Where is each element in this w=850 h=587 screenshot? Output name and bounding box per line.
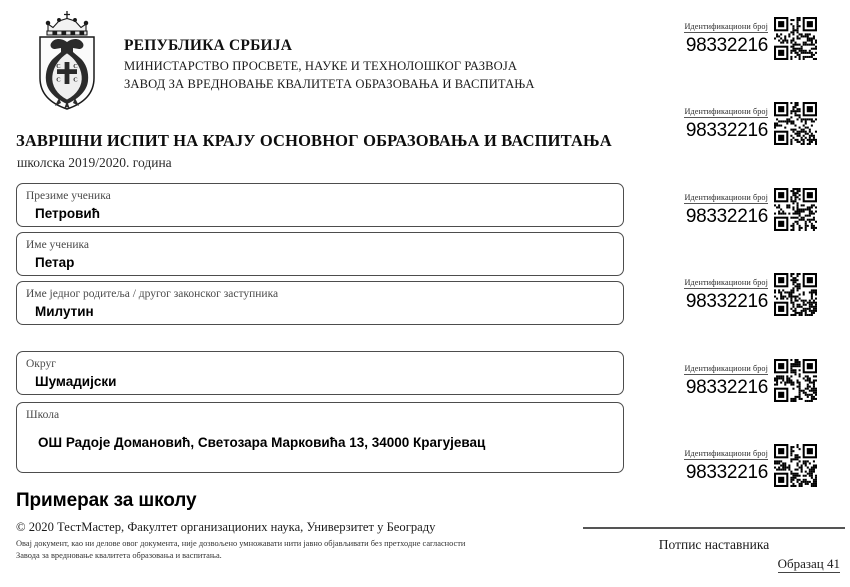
field-label: Школа bbox=[26, 409, 60, 421]
field-label: Име ученика bbox=[26, 239, 90, 251]
masthead bbox=[14, 8, 634, 112]
svg-text:C: C bbox=[56, 76, 61, 84]
identification-number: 98332216 bbox=[685, 206, 768, 227]
identification-label: Идентификациони број bbox=[684, 278, 768, 287]
identification-number: 98332216 bbox=[685, 291, 768, 312]
identification-text bbox=[652, 101, 774, 141]
org-ministry: МИНИСТАРСТВО ПРОСВЕТЕ, НАУКЕ И ТЕХНОЛОШКОГ РАЗВОЈА bbox=[124, 58, 518, 73]
field-value: ОШ Радоје Домановић, Светозара Марковића 13, 34000 Крагујевац bbox=[38, 435, 486, 451]
identification-text bbox=[652, 272, 774, 312]
page-title: ЗАВРШНИ ИСПИТ НА КРАЈУ ОСНОВНОГ ОБРАЗОВАЊА И ВАСПИТАЊА bbox=[16, 131, 612, 150]
form-number-text: Образац 41 bbox=[777, 556, 840, 571]
identification-label: Идентификациони број bbox=[684, 22, 768, 31]
identification-number: 98332216 bbox=[685, 120, 768, 141]
field-district[interactable] bbox=[16, 351, 624, 395]
serbian-coat-of-arms-icon bbox=[28, 8, 106, 112]
form-number bbox=[583, 556, 845, 572]
field-school[interactable] bbox=[16, 402, 624, 473]
identification-number: 98332216 bbox=[685, 377, 768, 398]
qr-code-icon bbox=[774, 188, 817, 231]
field-student-name[interactable] bbox=[16, 232, 624, 276]
signature-label: Потпис наставника bbox=[658, 537, 770, 552]
identification-label: Идентификациони број bbox=[684, 107, 768, 116]
identification-block bbox=[652, 272, 848, 316]
copy-designation: Примерак за школу bbox=[16, 490, 197, 511]
identification-text bbox=[652, 187, 774, 227]
signature-line bbox=[583, 527, 845, 529]
qr-code-icon bbox=[774, 359, 817, 402]
identification-block bbox=[652, 358, 848, 402]
identification-text bbox=[652, 358, 774, 398]
svg-text:C: C bbox=[73, 76, 78, 84]
identification-label: Идентификациони број bbox=[684, 364, 768, 373]
identification-block bbox=[652, 101, 848, 145]
field-parent-name[interactable] bbox=[16, 281, 624, 325]
identification-text bbox=[652, 443, 774, 483]
identification-column bbox=[640, 0, 850, 587]
field-value: Петар bbox=[35, 255, 75, 271]
qr-code-icon bbox=[774, 273, 817, 316]
field-student-surname[interactable] bbox=[16, 183, 624, 227]
identification-block bbox=[652, 443, 848, 487]
identification-label: Идентификациони број bbox=[684, 193, 768, 202]
identification-block bbox=[652, 16, 848, 60]
copyright-line: © 2020 ТестМастер, Факултет организационих наука, Универзитет у Београду bbox=[16, 520, 436, 534]
field-value: Шумадијски bbox=[35, 374, 117, 390]
field-value: Милутин bbox=[35, 304, 94, 320]
identification-number: 98332216 bbox=[685, 462, 768, 483]
org-institute: ЗАВОД ЗА ВРЕДНОВАЊЕ КВАЛИТЕТА ОБРАЗОВАЊА И ВАСПИТАЊА bbox=[124, 77, 535, 92]
identification-text bbox=[652, 16, 774, 56]
org-republic: РЕПУБЛИКА СРБИЈА bbox=[124, 37, 293, 54]
legal-disclaimer: Овај документ, као ни делове овог документа, није дозвољено умножавати нити јавно објављивати без претходне сагласности Завода за вредновање квалитета образовања и васпитања. bbox=[16, 539, 466, 561]
school-year-subtitle: школска 2019/2020. година bbox=[17, 155, 172, 170]
qr-code-icon bbox=[774, 102, 817, 145]
qr-code-icon bbox=[774, 17, 817, 60]
identification-block bbox=[652, 187, 848, 231]
identification-number: 98332216 bbox=[685, 35, 768, 56]
field-label: Име једног родитеља / другог законског заступника bbox=[26, 288, 279, 300]
organization-names bbox=[124, 8, 535, 93]
qr-code-icon bbox=[774, 444, 817, 487]
field-value: Петровић bbox=[35, 206, 100, 222]
identification-label: Идентификациони број bbox=[684, 449, 768, 458]
svg-text:C: C bbox=[56, 63, 61, 70]
field-label: Округ bbox=[26, 358, 56, 370]
field-label: Презиме ученика bbox=[26, 190, 111, 202]
svg-text:C: C bbox=[73, 63, 78, 70]
